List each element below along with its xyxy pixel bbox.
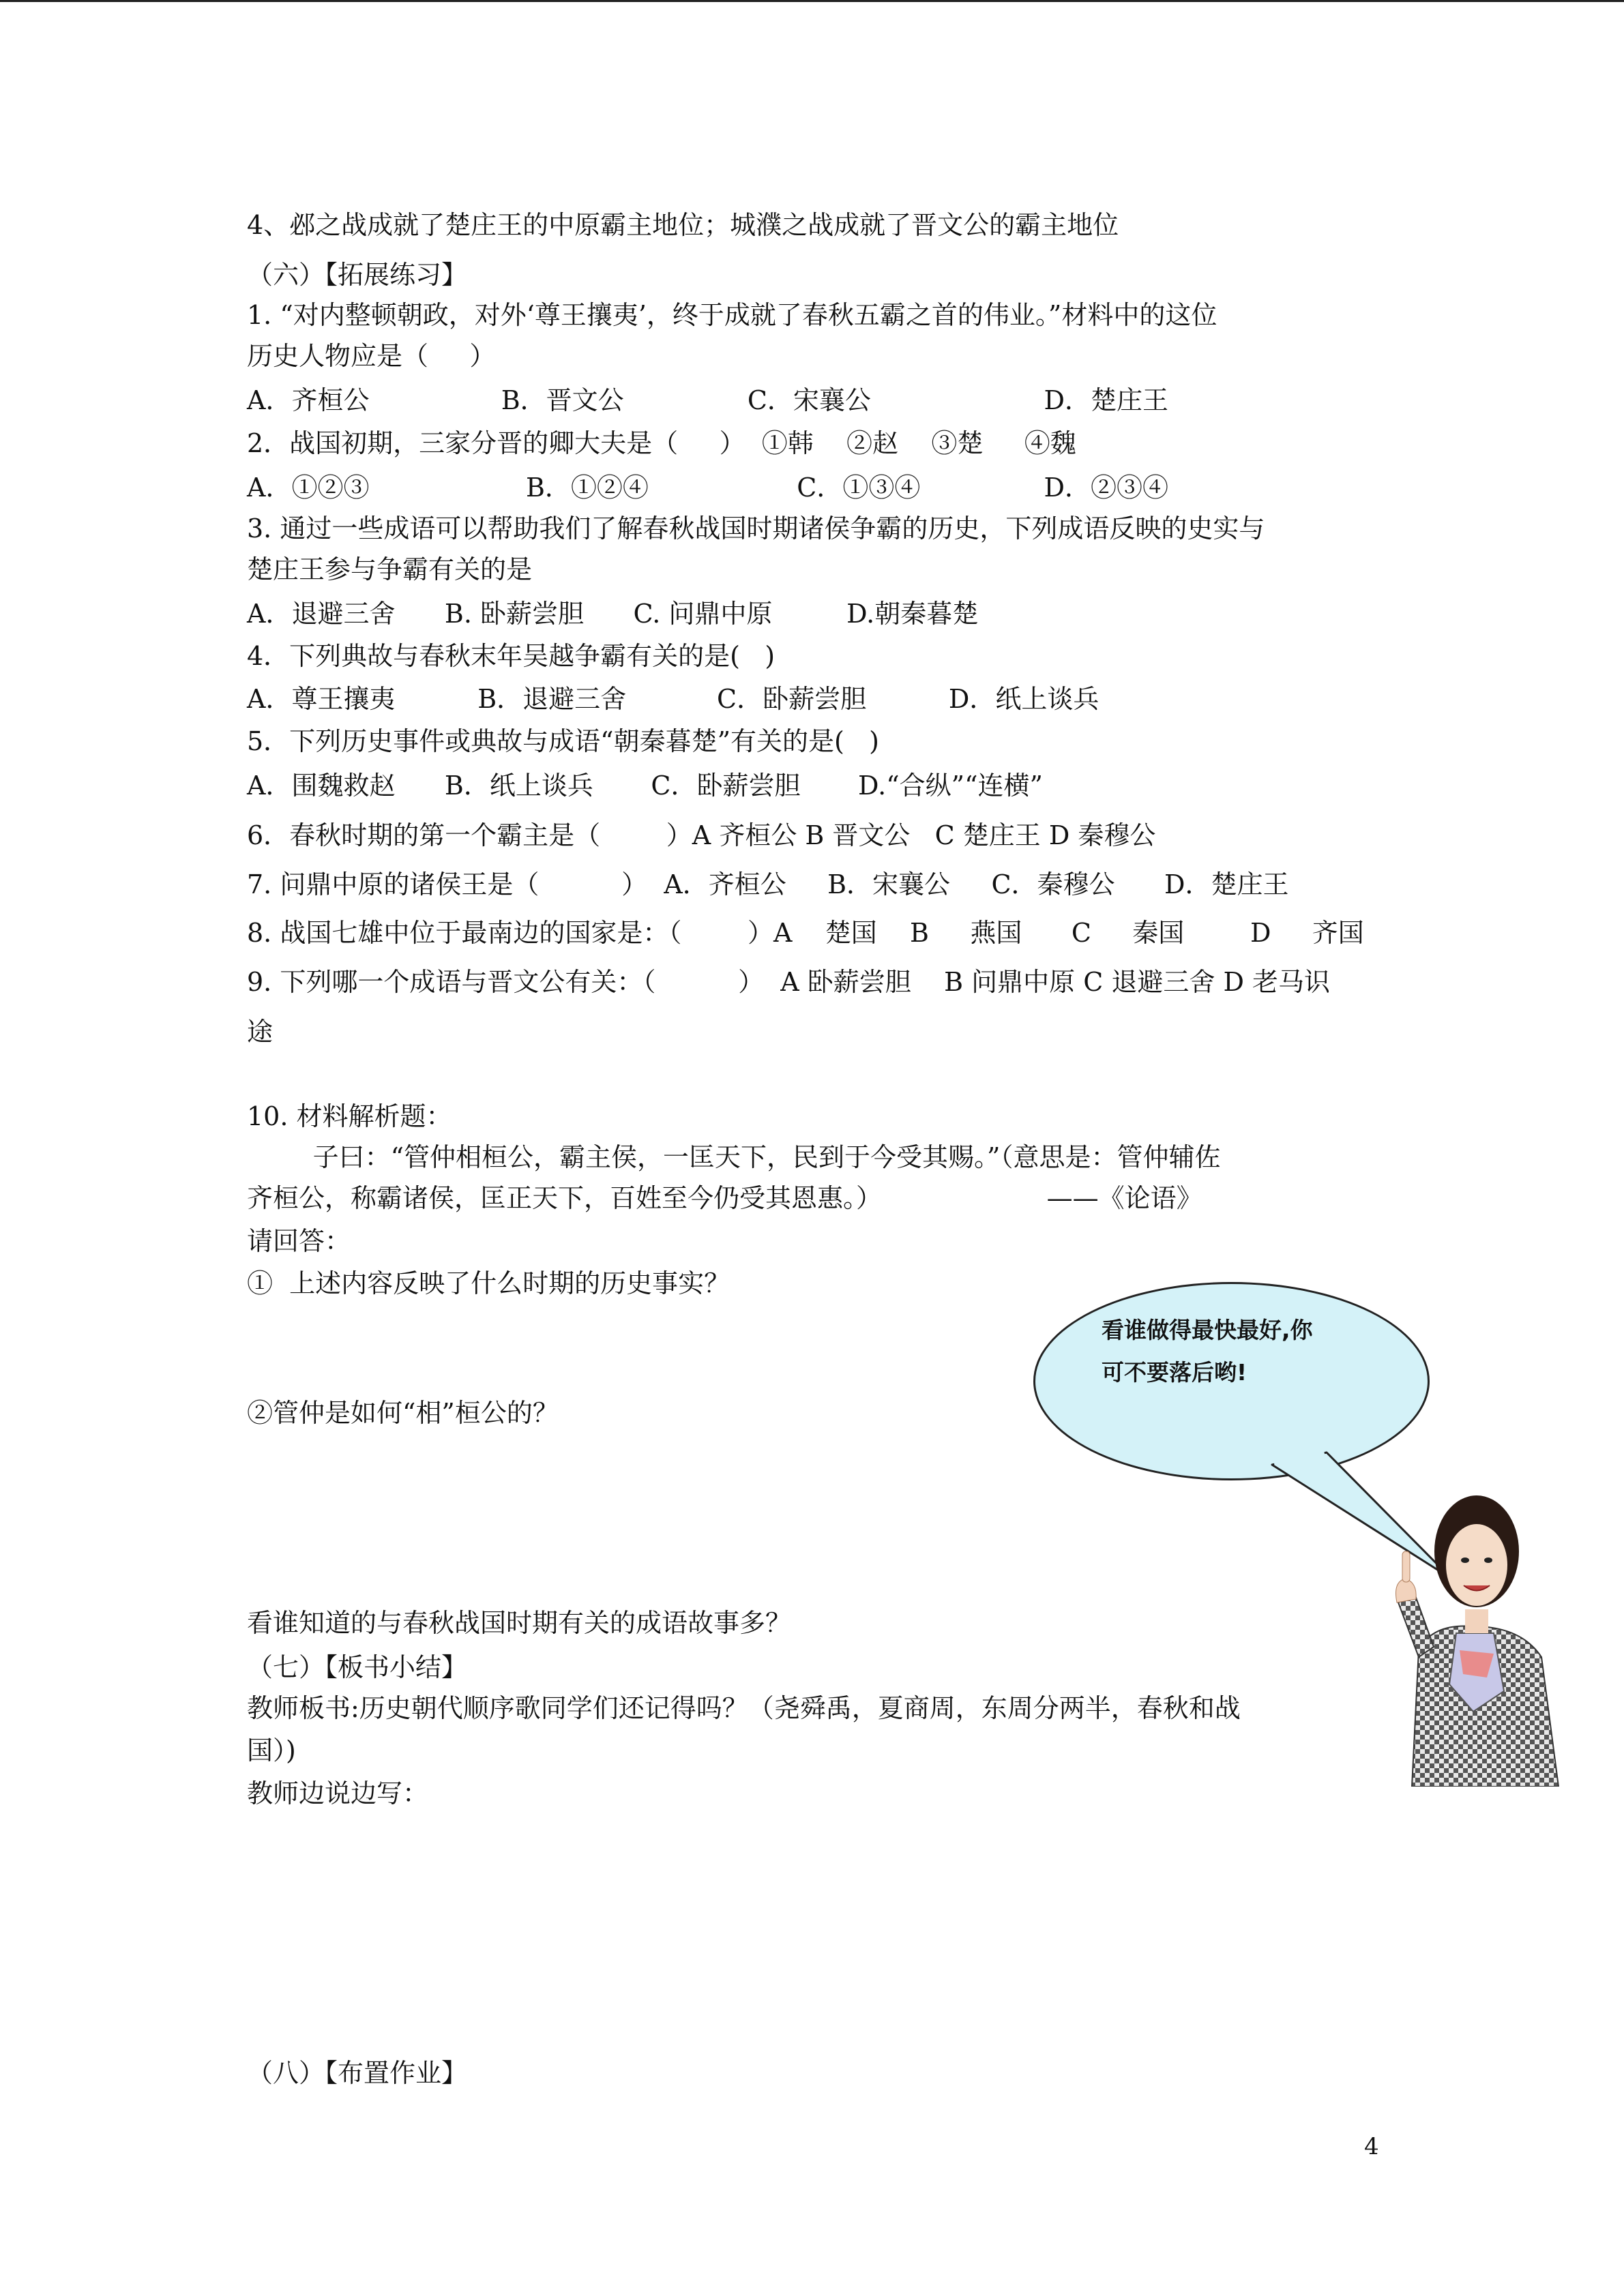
question-3: 3. 通过一些成语可以帮助我们了解春秋战国时期诸侯争霸的历史，下列成语反映的史实与 [247,513,1265,543]
speech-bubble-text [1102,1309,1374,1394]
quote-line-1: 子曰：“管仲相桓公，霸主侯，一匡天下，民到于今受其赐。”（意思是：管仲辅佐 [247,1142,1221,1172]
section-heading-summary: （七）【板书小结】 [247,1652,468,1682]
girl-illustration [1391,1487,1569,1787]
teacher-board-line-2: 国）) [247,1735,296,1765]
question-7: 7. 问鼎中原的诸侯王是（ ） A．齐桓公 B．宋襄公 C．秦穆公 D．楚庄王 [247,869,1289,899]
sub-question-2: ②管仲是如何“相”桓公的？ [247,1398,559,1428]
text-line-1: 4、邲之战成就了楚庄王的中原霸主地位；城濮之战成就了晋文公的霸主地位 [247,210,1119,240]
section-heading-practice: （六）【拓展练习】 [247,260,468,290]
question-9-cont: 途 [247,1017,274,1047]
question-3-options: A．退避三舍 B. 卧薪尝胆 C. 问鼎中原 D.朝秦暮楚 [247,599,979,629]
question-6: 6．春秋时期的第一个霸主是（ ）A 齐桓公 B 晋文公 C 楚庄王 D 秦穆公 [247,820,1156,850]
question-5-options: A．围魏救赵 B．纸上谈兵 C．卧薪尝胆 D.“合纵”“连横” [247,771,1043,801]
question-1-options: A．齐桓公 B．晋文公 C．宋襄公 D．楚庄王 [247,385,1169,415]
question-4-options: A．尊王攘夷 B．退避三舍 C．卧薪尝胆 D．纸上谈兵 [247,684,1099,714]
idiom-prompt: 看谁知道的与春秋战国时期有关的成语故事多？ [247,1608,792,1638]
speech-bubble-line-2: 可不要落后哟! [1102,1359,1247,1386]
question-2: 2．战国初期，三家分晋的卿大夫是（ ） ①韩 ②赵 ③楚 ④魏 [247,428,1076,458]
please-answer: 请回答： [247,1226,351,1256]
question-4: 4．下列典故与春秋末年吴越争霸有关的是( ) [247,641,776,671]
question-1-cont: 历史人物应是（ ） [247,341,496,371]
question-5: 5．下列历史事件或典故与成语“朝秦暮楚”有关的是( ) [247,726,879,756]
quote-line-2: 齐桓公，称霸诸侯，匡正天下，百姓至今仍受其恩惠。） ——《论语》 [247,1183,1202,1213]
teacher-writes: 教师边说边写： [247,1778,429,1808]
teacher-board-line-1: 教师板书:历史朝代顺序歌同学们还记得吗？（尧舜禹，夏商周，东周分两半，春秋和战 [247,1693,1241,1723]
question-9: 9. 下列哪一个成语与晋文公有关：（ ） A 卧薪尝胆 B 问鼎中原 C 退避三舍 D 老马识 [247,967,1330,997]
question-10: 10. 材料解析题： [247,1101,452,1131]
question-1: 1. “对内整顿朝政，对外‘尊王攘夷’，终于成就了春秋五霸之首的伟业。”材料中的这位 [247,300,1217,330]
sub-question-1: ① 上述内容反映了什么时期的历史事实？ [247,1268,730,1298]
section-heading-homework: （八）【布置作业】 [247,2058,468,2088]
question-2-options: A．①②③ B．①②④ C．①③④ D．②③④ [247,473,1169,503]
question-8: 8. 战国七雄中位于最南边的国家是：（ ）A 楚国 B 燕国 C 秦国 D 齐国 [247,918,1364,948]
question-3-cont: 楚庄王参与争霸有关的是 [247,554,533,584]
speech-bubble-line-1: 看谁做得最快最好,你 [1102,1317,1313,1343]
page-number: 4 [1364,2133,1379,2160]
